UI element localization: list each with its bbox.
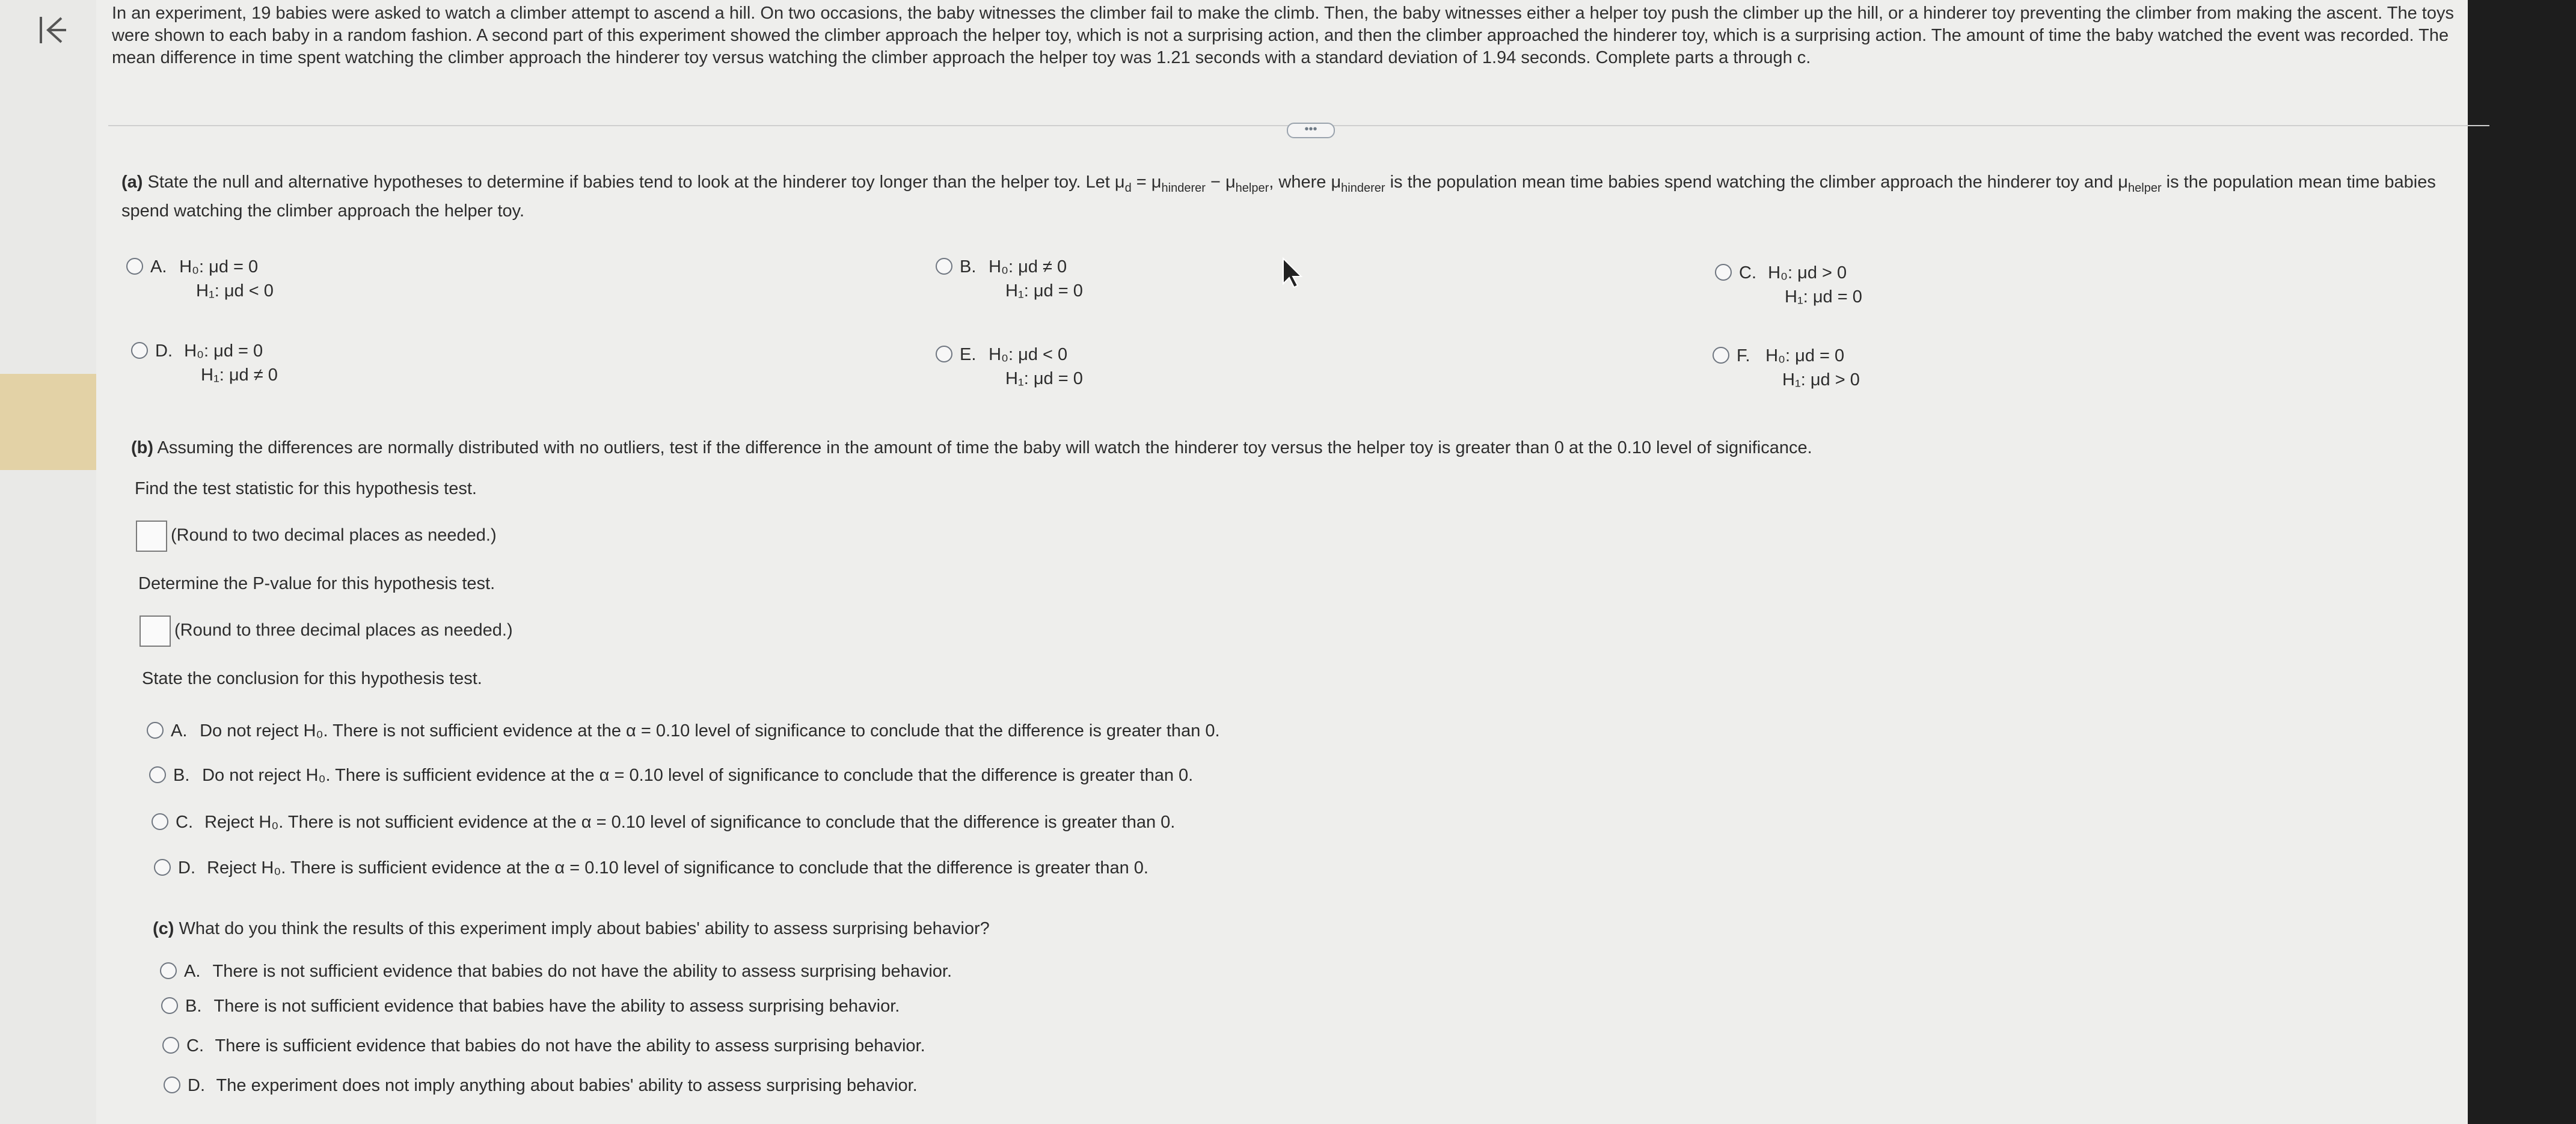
part-c-option-c[interactable]: C. There is sufficient evidence that babies do not have the ability to assess surprising behavior. <box>162 1034 925 1058</box>
part-c-label: (c) <box>153 919 174 938</box>
p-value-row <box>140 615 513 647</box>
radio-button[interactable] <box>126 258 143 275</box>
part-c-option-a[interactable]: A. There is not sufficient evidence that babies do not have the ability to assess surprising behavior. <box>160 959 952 983</box>
part-a-option-e[interactable]: E. H₀: μd < 0 H₁: μd = 0 <box>936 343 1083 391</box>
part-a-option-c[interactable]: C. H₀: μd > 0 H₁: μd = 0 <box>1715 261 1862 309</box>
problem-intro: In an experiment, 19 babies were asked to watch a climber attempt to ascend a hill. On two occasions, the baby witnesses the climber fail to make the climb. Then, the baby witnesses either a helper toy push the climber up the hill, or a hinderer toy preventing the climber from making the ascent. The toys were shown to each baby in a random fashion. A second part of this experiment showed the climber approach the helper toy, which is not a surprising action, and then the climber approached the hinderer toy, which is a surprising action. The amount of time the baby watched the event was recorded. The mean difference in time spent watching the climber approach the hinderer toy versus watching the climber approach the helper toy was 1.21 seconds with a standard deviation of 1.94 seconds. Complete parts a through c. <box>112 4 2454 67</box>
radio-button[interactable] <box>164 1077 180 1093</box>
part-c-option-b[interactable]: B. There is not sufficient evidence that babies have the ability to assess surprising behavior. <box>161 994 900 1018</box>
p-value-input[interactable] <box>140 615 171 647</box>
part-b-option-d[interactable]: D. Reject H₀. There is sufficient evidence at the α = 0.10 level of significance to conclude that the difference is greater than 0. <box>154 856 1148 880</box>
part-a-question: (a) State the null and alternative hypotheses to determine if babies tend to look at the hinderer toy longer than the helper toy. Let $\mu_d = \mu_{hinderer} - \mu_{helper}$, where $\mu_{hinderer}$ is the population mean time babies spend watching the climber approach the hinderer toy and $\mu_{helper}$ is the population mean time babies spend watching the climber approach the helper toy. <box>121 173 2436 221</box>
part-a-option-d[interactable]: D. H₀: μd = 0 H₁: μd ≠ 0 <box>131 339 278 387</box>
test-statistic-row <box>136 521 497 552</box>
part-b-option-a[interactable]: A. Do not reject H₀. There is not sufficient evidence at the α = 0.10 level of significance to conclude that the difference is greater than 0. <box>147 719 1220 743</box>
p-value-prompt: Determine the P-value for this hypothesis test. <box>138 574 495 593</box>
back-to-start-icon[interactable] <box>35 13 69 47</box>
part-a-option-b[interactable]: B. H₀: μd ≠ 0 H₁: μd = 0 <box>936 255 1083 303</box>
radio-button[interactable] <box>160 962 177 979</box>
part-a-option-f[interactable]: F. H₀: μd = 0 H₁: μd > 0 <box>1713 344 1860 392</box>
window-edge <box>2468 0 2576 1124</box>
radio-button[interactable] <box>149 766 166 783</box>
part-c-question: (c) What do you think the results of this experiment imply about babies' ability to assess surprising behavior? <box>153 919 990 938</box>
radio-button[interactable] <box>1715 264 1732 281</box>
part-a-option-a[interactable]: A. H₀: μd = 0 H₁: μd < 0 <box>126 255 274 303</box>
radio-button[interactable] <box>147 722 164 739</box>
part-b-option-b[interactable]: B. Do not reject H₀. There is sufficient evidence at the α = 0.10 level of significance to conclude that the difference is greater than 0. <box>149 763 1193 787</box>
part-b-question: (b) Assuming the differences are normally distributed with no outliers, test if the difference in the amount of time the baby will watch the hinderer toy versus the helper toy is greater than 0 at the 0.10 level of significance. <box>131 438 1812 457</box>
part-c-option-d[interactable]: D. The experiment does not imply anything about babies' ability to assess surprising behavior. <box>164 1074 918 1098</box>
radio-button[interactable] <box>936 346 952 362</box>
radio-button[interactable] <box>154 859 171 876</box>
conclusion-prompt: State the conclusion for this hypothesis test. <box>142 669 482 688</box>
radio-button[interactable] <box>162 1037 179 1054</box>
part-b-label: (b) <box>131 438 154 457</box>
radio-button[interactable] <box>1713 347 1729 364</box>
radio-button[interactable] <box>936 258 952 275</box>
mouse-cursor-icon <box>1282 257 1304 289</box>
radio-button[interactable] <box>161 997 178 1014</box>
p-value-hint: (Round to three decimal places as needed.) <box>174 620 513 640</box>
part-a-label: (a) <box>121 173 143 192</box>
radio-button[interactable] <box>131 342 148 359</box>
test-statistic-input[interactable] <box>136 521 167 552</box>
expand-button[interactable]: ••• <box>1287 123 1335 138</box>
test-statistic-prompt: Find the test statistic for this hypothesis test. <box>135 479 477 498</box>
rail-highlight <box>0 374 96 470</box>
test-statistic-hint: (Round to two decimal places as needed.) <box>171 525 497 545</box>
part-b-option-c[interactable]: C. Reject H₀. There is not sufficient evidence at the α = 0.10 level of significance to conclude that the difference is greater than 0. <box>152 810 1175 834</box>
radio-button[interactable] <box>152 813 168 830</box>
left-rail <box>0 0 96 1124</box>
